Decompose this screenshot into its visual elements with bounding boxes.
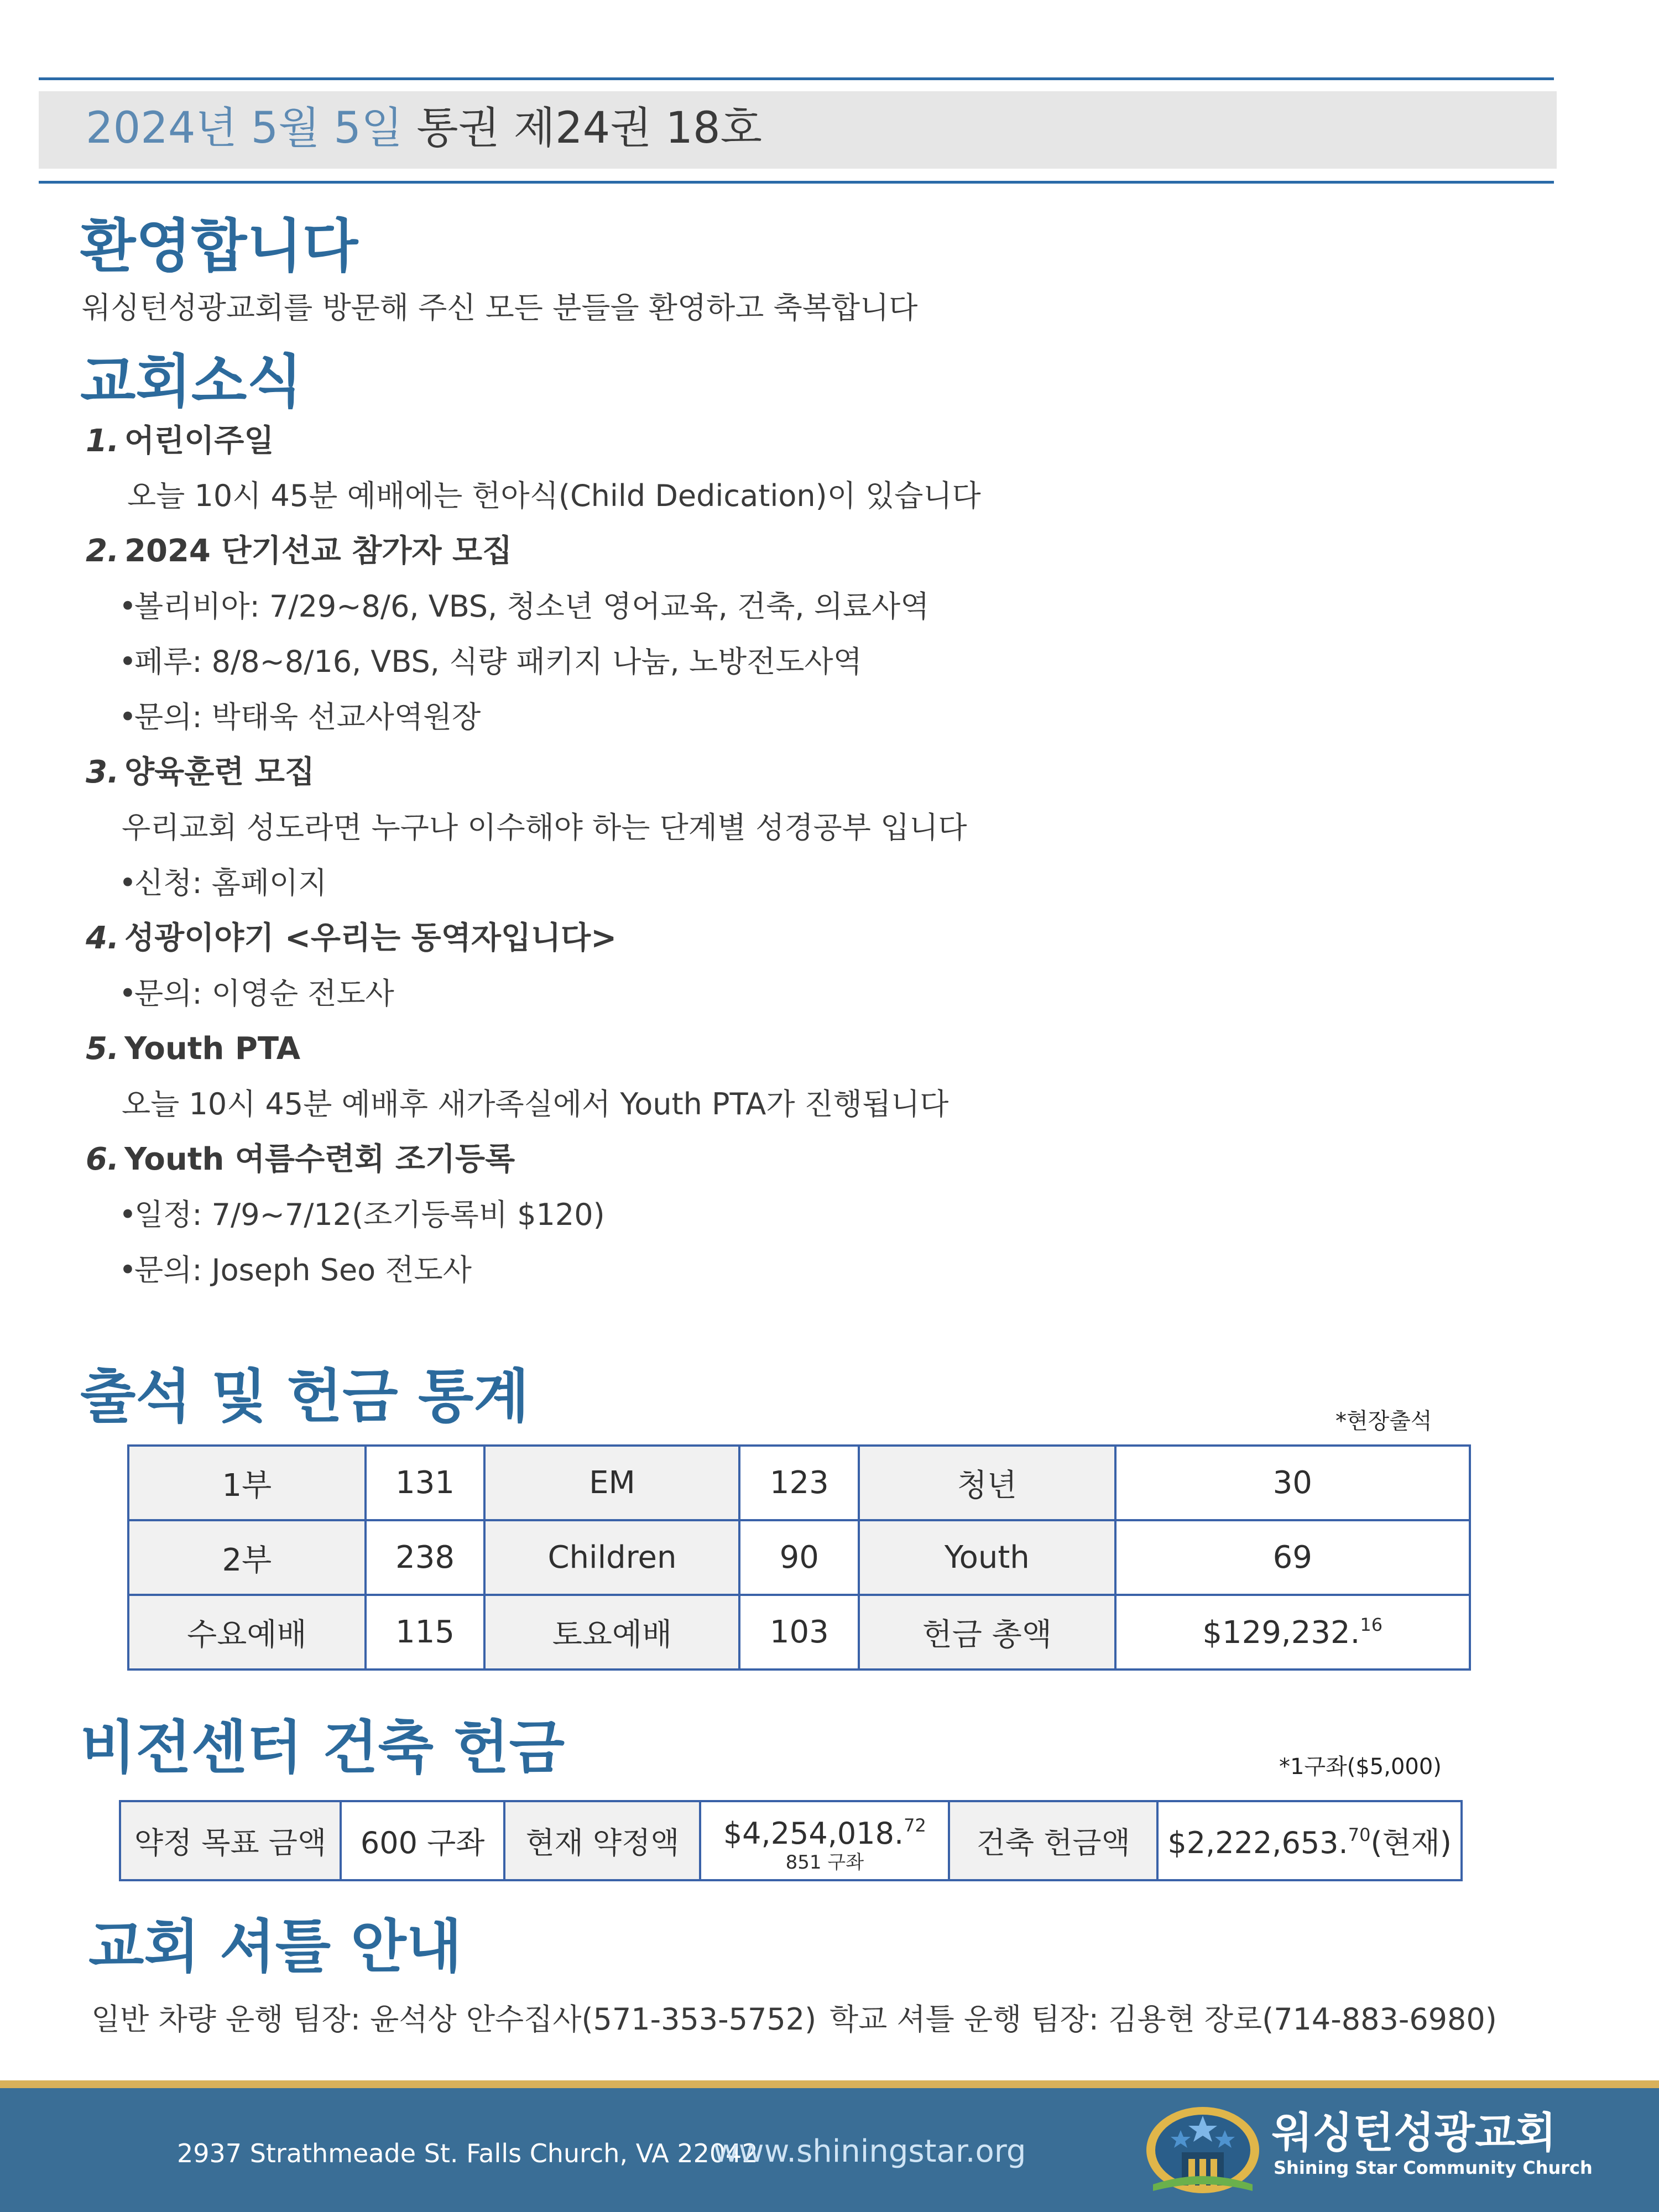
news-item-1-line-1: 오늘 10시 45분 예배에는 헌아식(Child Dedication)이 있습니다 — [127, 478, 981, 513]
bullet-icon: • — [119, 1253, 137, 1287]
building-amount-cell: $2,222,653.70(현재) — [1157, 1801, 1462, 1880]
welcome-title: 환영합니다 — [80, 212, 358, 280]
welcome-text: 워싱턴성광교회를 방문해 주신 모든 분들을 환영하고 축복합니다 — [82, 290, 918, 325]
church-star-emblem-icon — [1142, 2101, 1264, 2201]
table-cell: 건축 헌금액 — [949, 1801, 1157, 1880]
footer-gold-stripe — [0, 2080, 1659, 2088]
news-item-heading: 2024 단기선교 참가자 모집 — [124, 533, 513, 569]
footer-address: 2937 Strathmeade St. Falls Church, VA 22042 — [177, 2138, 758, 2168]
table-cell: 헌금 총액 — [859, 1595, 1115, 1670]
table-row — [128, 1595, 1470, 1670]
stats-table — [127, 1444, 1471, 1671]
news-item-number: 6. — [86, 1141, 119, 1177]
footer-website-link[interactable]: www.shiningstar.org — [713, 2133, 1026, 2169]
shuttle-general: 일반 차량 운행 팀장: 윤석상 안수집사(571-353-5752) — [91, 2002, 817, 2037]
table-cell: 약정 목표 금액 — [120, 1801, 341, 1880]
bullet-icon: • — [119, 644, 137, 679]
table-cell: 토요예배 — [484, 1595, 739, 1670]
news-item-2-line-3: •문의: 박태욱 선교사역원장 — [119, 698, 481, 737]
stats-title: 출석 및 헌금 통계 — [80, 1363, 529, 1430]
news-item-number: 3. — [86, 754, 119, 790]
table-cell: EM — [484, 1446, 739, 1520]
pledge-units: 851 구좌 — [785, 1851, 864, 1874]
table-cell: 2부 — [128, 1520, 366, 1595]
table-row — [128, 1446, 1470, 1520]
bullet-icon: • — [119, 700, 137, 734]
issue-line — [86, 101, 762, 156]
shuttle-school: 학교 셔틀 운행 팀장: 김용현 장로(714-883-6980) — [830, 2002, 1497, 2037]
table-row — [120, 1801, 1462, 1880]
news-item-4-title — [86, 919, 617, 958]
news-item-heading: 양육훈련 모집 — [124, 754, 315, 790]
church-logo-korean: 워싱턴성광교회 — [1272, 2108, 1556, 2157]
table-cell: 청년 — [859, 1446, 1115, 1520]
table-cell: 131 — [366, 1446, 485, 1520]
news-item-5-line-1: 오늘 10시 45분 예배후 새가족실에서 Youth PTA가 진행됩니다 — [122, 1087, 949, 1121]
table-cell: 수요예배 — [128, 1595, 366, 1670]
table-cell: 69 — [1115, 1520, 1470, 1595]
issue-volume: 통권 제24권 18호 — [416, 103, 763, 153]
table-cell: 1부 — [128, 1446, 366, 1520]
table-cell: 115 — [366, 1595, 485, 1670]
news-title: 교회소식 — [80, 348, 302, 415]
news-item-heading: Youth PTA — [124, 1031, 301, 1067]
table-cell: 103 — [739, 1595, 859, 1670]
church-logo-english: Shining Star Community Church — [1274, 2157, 1593, 2178]
table-row — [128, 1520, 1470, 1595]
stats-note: *현장출석 — [1335, 1408, 1432, 1434]
vision-title: 비전센터 건축 헌금 — [80, 1714, 565, 1781]
news-item-heading: Youth 여름수련회 조기등록 — [124, 1141, 515, 1177]
table-cell: 90 — [739, 1520, 859, 1595]
table-cell: 현재 약정액 — [504, 1801, 700, 1880]
vision-table — [119, 1800, 1463, 1881]
table-cell: 238 — [366, 1520, 485, 1595]
table-cell: 600 구좌 — [341, 1801, 504, 1880]
news-item-6-title — [86, 1140, 515, 1179]
news-item-number: 1. — [86, 423, 119, 459]
top-rule — [39, 77, 1554, 80]
news-item-4-line-1: •문의: 이영순 전도사 — [119, 974, 394, 1013]
news-item-2-line-1: •볼리비아: 7/29~8/6, VBS, 청소년 영어교육, 건축, 의료사역 — [119, 587, 929, 626]
news-item-6-line-1: •일정: 7/9~7/12(조기등록비 $120) — [119, 1196, 605, 1234]
news-item-number: 5. — [86, 1031, 119, 1067]
news-item-6-line-2: •문의: Joseph Seo 전도사 — [119, 1251, 472, 1290]
table-cell: 123 — [739, 1446, 859, 1520]
issue-date: 2024년 5월 5일 — [86, 103, 403, 153]
bullet-icon: • — [119, 976, 137, 1011]
news-item-number: 4. — [86, 920, 119, 956]
news-item-3-line-2: •신청: 홈페이지 — [119, 864, 327, 902]
news-item-2-title — [86, 532, 512, 571]
header-bottom-rule — [39, 181, 1554, 184]
table-cell: Children — [484, 1520, 739, 1595]
shuttle-title: 교회 셔틀 안내 — [88, 1913, 462, 1980]
table-cell: 30 — [1115, 1446, 1470, 1520]
building-cents: 70 — [1348, 1824, 1371, 1845]
news-item-5-title — [86, 1030, 300, 1068]
news-item-2-line-2: •페루: 8/8~8/16, VBS, 식량 패키지 나눔, 노방전도사역 — [119, 643, 862, 681]
pledge-cents: 72 — [904, 1815, 926, 1836]
news-item-heading: 성광이야기 <우리는 동역자입니다> — [124, 920, 617, 956]
table-cell: Youth — [859, 1520, 1115, 1595]
pledge-amount-cell: $4,254,018.72 851 구좌 — [700, 1801, 949, 1880]
bullet-icon: • — [119, 865, 137, 900]
news-item-number: 2. — [86, 533, 119, 569]
news-item-3-title — [86, 753, 315, 792]
bullet-icon: • — [119, 1197, 137, 1232]
news-item-1-title — [86, 422, 274, 461]
offering-total-cents: 16 — [1360, 1614, 1383, 1635]
offering-total-cell: $129,232.16 — [1115, 1595, 1470, 1670]
news-item-3-line-1: 우리교회 성도라면 누구나 이수해야 하는 단계별 성경공부 입니다 — [122, 810, 967, 845]
news-item-heading: 어린이주일 — [124, 423, 274, 459]
bullet-icon: • — [119, 589, 137, 624]
vision-note: *1구좌($5,000) — [1279, 1754, 1442, 1780]
